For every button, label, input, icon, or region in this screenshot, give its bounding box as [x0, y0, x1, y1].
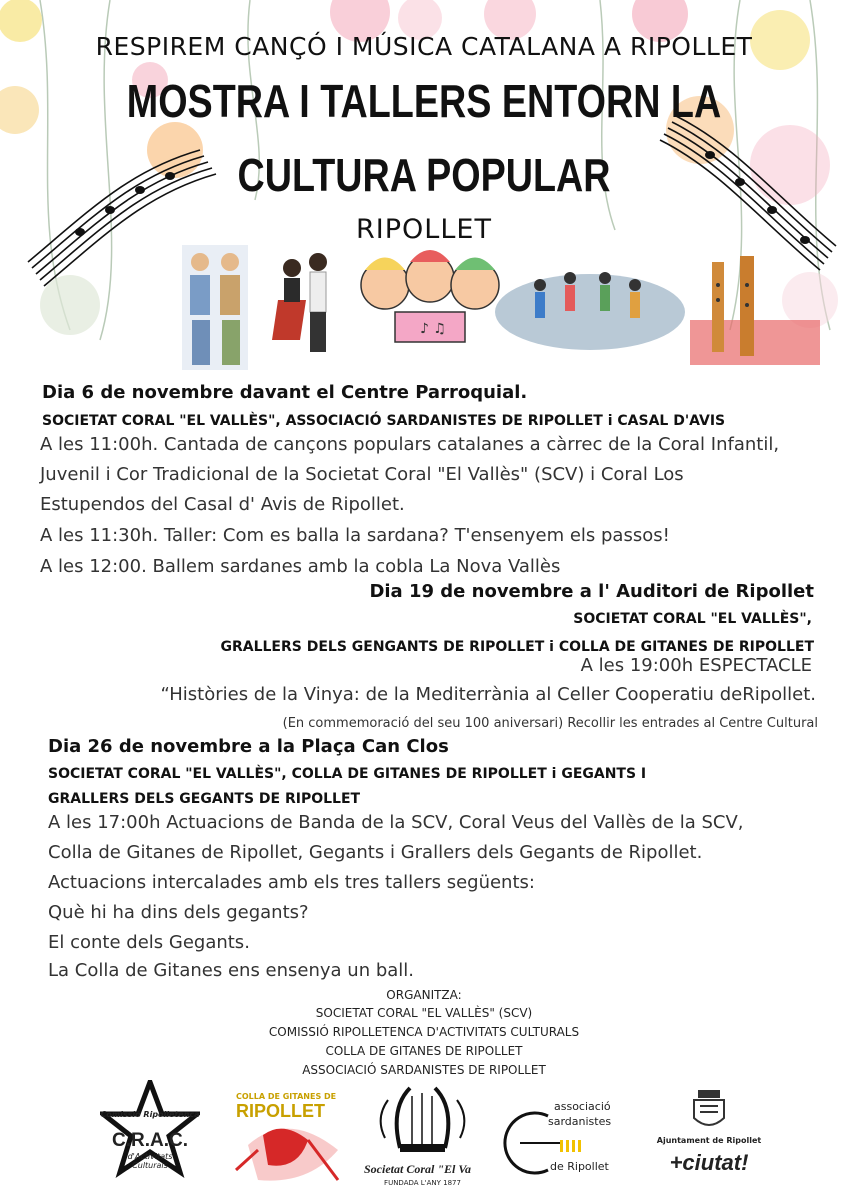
event1-line-4: A les 11:30h. Taller: Com es balla la sardana? T'ensenyem els passos! — [40, 525, 670, 546]
header-place: RIPOLLET — [356, 214, 492, 245]
gitanes-main-text: RIPOLLET — [236, 1101, 325, 1121]
illustration-dancers — [272, 253, 327, 352]
event3-line-5: El conte dels Gegants. — [48, 932, 250, 953]
event1-line-5: A les 12:00. Ballem sardanes amb la cobla La Nova Vallès — [40, 556, 561, 577]
gitanes-top-text: COLLA DE GITANES DE — [236, 1092, 337, 1101]
event3-line-1: A les 17:00h Actuacions de Banda de la SCV, Coral Veus del Vallès de la SCV, — [48, 812, 744, 833]
event2-organizers-1: SOCIETAT CORAL "EL VALLÈS", — [573, 611, 812, 627]
organitza-item-2: COMISSIÓ RIPOLLETENCA D'ACTIVITATS CULTURALS — [268, 1025, 580, 1039]
event2-time: A les 19:00h ESPECTACLE — [580, 655, 812, 676]
event3-line-2: Colla de Gitanes de Ripollet, Gegants i Grallers dels Gegants de Ripollet. — [48, 842, 703, 863]
sardanistes-logo — [500, 1098, 612, 1182]
coral-name-text: Societat Coral "El Va — [364, 1162, 472, 1176]
headline-line-2: CULTURA POPULAR — [237, 149, 611, 201]
event2-note: (En commemoració del seu 100 aniversari) Recollir les entrades al Centre Cultural — [282, 716, 818, 731]
sardanistes-text-3: de Ripollet — [550, 1160, 609, 1173]
event3-organizers-1: SOCIETAT CORAL "EL VALLÈS", COLLA DE GITANES DE RIPOLLET i GEGANTS I — [48, 766, 647, 782]
headline-line-1: MOSTRA I TALLERS ENTORN LA — [126, 75, 722, 127]
event1-line-1: A les 11:00h. Cantada de cançons populars catalanes a càrrec de la Coral Infantil, — [40, 434, 780, 455]
ajuntament-slogan: +ciutat! — [669, 1150, 749, 1175]
event3-line-6: La Colla de Gitanes ens ensenya un ball. — [48, 960, 415, 981]
event3-line-4: Què hi ha dins dels gegants? — [48, 902, 309, 923]
event1-day: Dia 6 de novembre davant el Centre Parroquial. — [42, 382, 528, 403]
lyre-icon — [370, 1078, 475, 1158]
crac-logo — [100, 1080, 200, 1192]
ajuntament-ripollet-logo — [654, 1088, 764, 1188]
coat-of-arms-icon — [654, 1088, 764, 1134]
event2-show: “Històries de la Vinya: de la Mediterrània al Celler Cooperatiu deRipollet. — [160, 684, 816, 705]
crac-top-text: Comissió Ripolletenca — [100, 1110, 200, 1119]
sardanistes-text-2: sardanistes — [548, 1115, 612, 1128]
organitza-item-4: ASSOCIACIÓ SARDANISTES DE RIPOLLET — [302, 1063, 546, 1077]
coral-founded-text: FUNDADA L'ANY 1877 — [384, 1179, 461, 1187]
event3-line-3: Actuacions intercalades amb els tres tallers següents: — [48, 872, 535, 893]
organitza-item-1: SOCIETAT CORAL "EL VALLÈS" (SCV) — [315, 1006, 533, 1020]
sardanistes-text-1: associació — [554, 1100, 611, 1113]
event2-organizers-2: GRALLERS DELS GENGANTS DE RIPOLLET i COLLA DE GITANES DE RIPOLLET — [220, 639, 814, 655]
colla-gitanes-logo — [228, 1090, 348, 1190]
societat-coral-logo — [364, 1078, 475, 1192]
illustration-sardana-circle — [495, 272, 685, 350]
organitza-item-3: COLLA DE GITANES DE RIPOLLET — [325, 1044, 523, 1058]
event1-organizers: SOCIETAT CORAL "EL VALLÈS", ASSOCIACIÓ SARDANISTES DE RIPOLLET i CASAL D'AVIS — [42, 413, 726, 429]
event2-day: Dia 19 de novembre a l' Auditori de Ripollet — [369, 581, 814, 602]
event1-line-3: Estupendos del Casal d' Avis de Ripollet. — [40, 494, 405, 515]
organitza-title: ORGANITZA: — [386, 988, 462, 1002]
crac-bottom-text: d'Activitats Culturals — [127, 1152, 173, 1170]
crac-main-text: C.R.A.C. — [112, 1130, 188, 1151]
illustration-giants — [182, 245, 248, 370]
ajuntament-text: Ajuntament de Ripollet — [656, 1136, 762, 1145]
event3-day: Dia 26 de novembre a la Plaça Can Clos — [48, 736, 449, 757]
event3-organizers-2: GRALLERS DELS GEGANTS DE RIPOLLET — [48, 791, 361, 807]
svg-text:♪ ♫: ♪ ♫ — [420, 321, 446, 337]
event1-line-2: Juvenil i Cor Tradicional de la Societat Coral "El Vallès" (SCV) i Coral Los — [40, 464, 684, 485]
illustration-choir-kids — [361, 250, 499, 342]
header-subtitle: RESPIREM CANÇÓ I MÚSICA CATALANA A RIPOLLET — [95, 32, 753, 61]
